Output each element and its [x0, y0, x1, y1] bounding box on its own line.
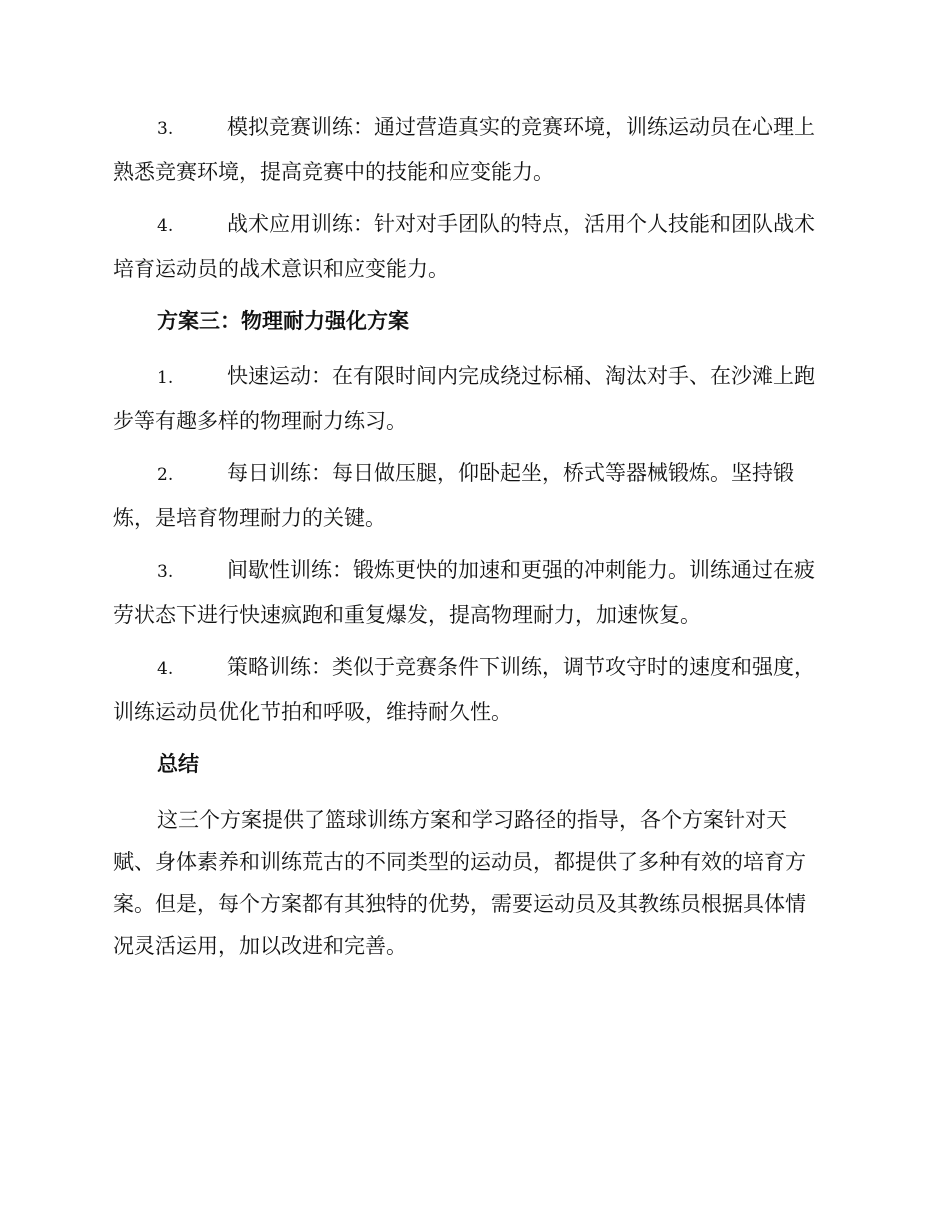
list-text-line: 炼，是培育物理耐力的关键。	[113, 506, 386, 530]
list-text-line: 培育运动员的战术意识和应变能力。	[113, 257, 449, 281]
list-number: 3.	[157, 119, 174, 139]
paragraph-line: 案。但是，每个方案都有其独特的优势，需要运动员及其教练员根据具体情	[113, 892, 806, 916]
list-item	[113, 106, 835, 194]
list-text-line: 劳状态下进行快速疯跑和重复爆发，提高物理耐力，加速恢复。	[113, 603, 701, 627]
list-number: 4.	[157, 659, 174, 679]
list-text-line: 策略训练：类似于竞赛条件下训练，调节攻守时的速度和强度，	[227, 655, 815, 679]
paragraph-line: 这三个方案提供了篮球训练方案和学习路径的指导，各个方案针对天	[157, 808, 787, 832]
list-text-line: 战术应用训练：针对对手团队的特点，活用个人技能和团队战术	[227, 212, 815, 236]
list-number: 4.	[157, 216, 174, 236]
list-text-line: 间歇性训练：锻炼更快的加速和更强的冲刺能力。训练通过在疲	[227, 558, 815, 582]
paragraph-line: 赋、身体素养和训练荒古的不同类型的运动员，都提供了多种有效的培育方	[113, 850, 806, 874]
summary-paragraph	[113, 799, 835, 967]
list-text-line: 每日训练：每日做压腿，仰卧起坐，桥式等器械锻炼。坚持锻	[227, 461, 794, 485]
list-text-line: 步等有趣多样的物理耐力练习。	[113, 409, 407, 433]
section-heading: 方案三：物理耐力强化方案	[157, 309, 409, 333]
list-number: 3.	[157, 562, 174, 582]
list-text-line: 模拟竞赛训练：通过营造真实的竞赛环境，训练运动员在心理上	[227, 115, 815, 139]
summary-heading: 总结	[157, 752, 199, 776]
list-text-line: 熟悉竞赛环境，提高竞赛中的技能和应变能力。	[113, 160, 554, 184]
list-text-line: 快速运动：在有限时间内完成绕过标桶、淘汰对手、在沙滩上跑	[227, 364, 815, 388]
list-item	[113, 646, 835, 734]
list-item	[113, 203, 835, 291]
list-number: 2.	[157, 465, 174, 485]
list-item	[113, 452, 835, 540]
list-number: 1.	[157, 368, 174, 388]
paragraph-line: 况灵活运用，加以改进和完善。	[113, 934, 407, 958]
list-item	[113, 355, 835, 443]
list-text-line: 训练运动员优化节拍和呼吸，维持耐久性。	[113, 700, 512, 724]
list-item	[113, 549, 835, 637]
